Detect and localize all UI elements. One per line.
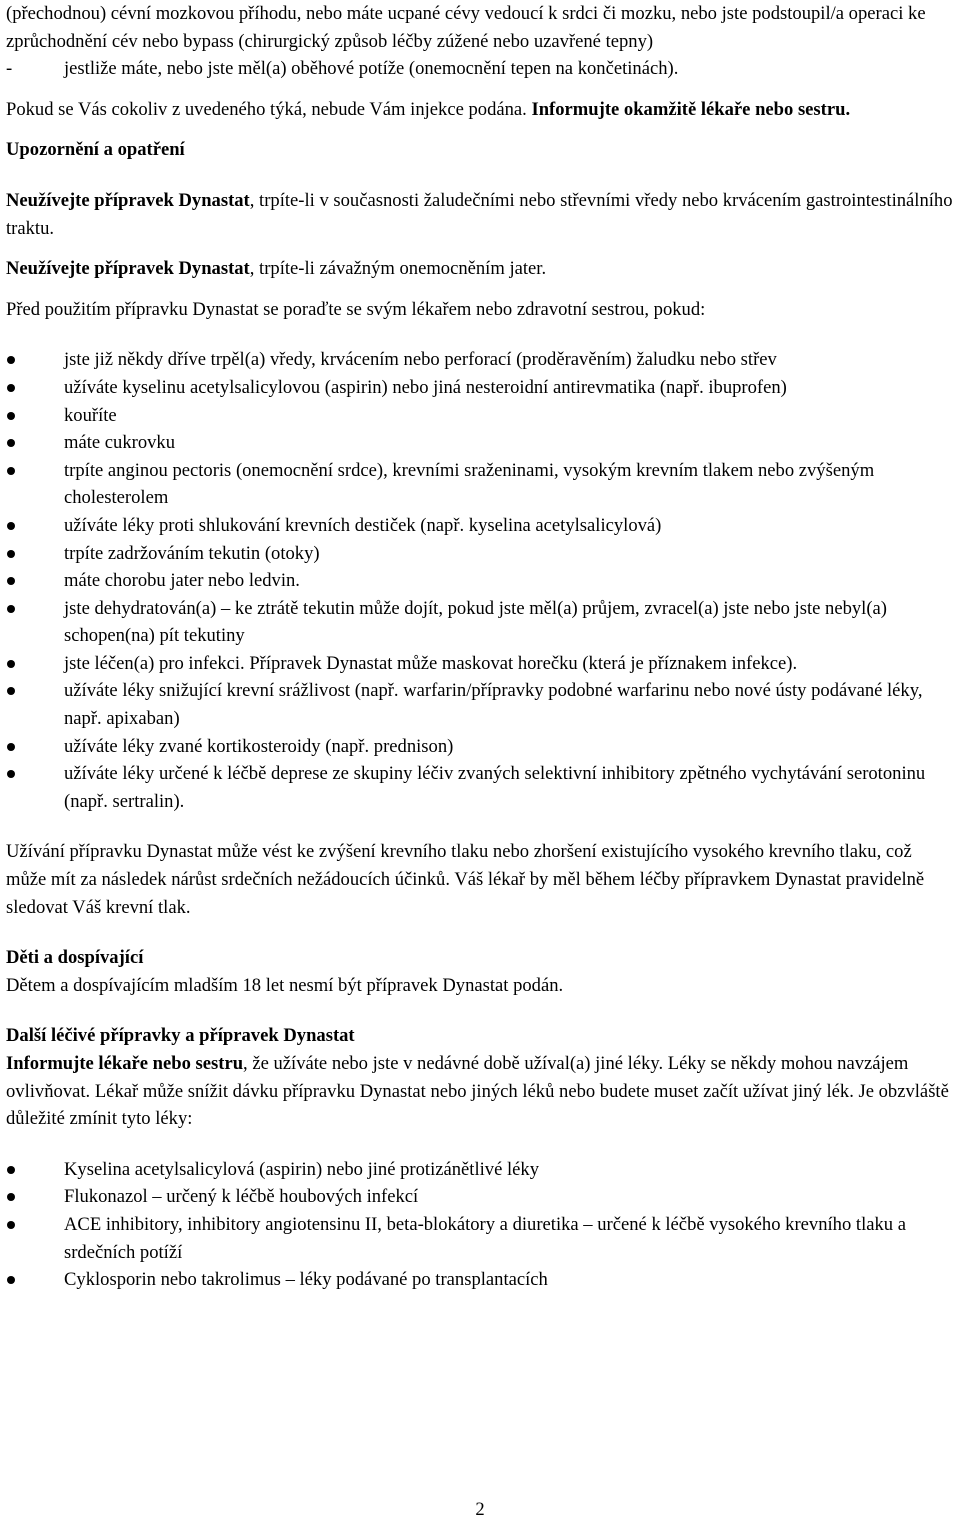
interaction-list <box>6 1156 956 1294</box>
warnings-heading <box>6 136 956 164</box>
list-item: užíváte léky snižující krevní srážlivost (např. warfarin/přípravky podobné warfarinu nebo nové ústy podávané léky, např. apixaban) <box>6 677 956 732</box>
warning-bold-text: Informujte okamžitě lékaře nebo sestru. <box>531 98 851 120</box>
list-item: jste dehydratován(a) ‒ ke ztrátě tekutin může dojít, pokud jste měl(a) průjem, zvracel(a) jste nebo jste nebyl(a) schopen(na) pít tekutiny <box>6 595 956 650</box>
warnings-heading-text: Upozornění a opatření <box>6 139 185 161</box>
list-item: jste již někdy dříve trpěl(a) vředy, krvácením nebo perforací (proděravěním) žaludku nebo střev <box>6 346 956 374</box>
ulcer-bold: Neužívejte přípravek Dynastat <box>6 189 250 211</box>
contraindication-warning <box>6 96 956 124</box>
other-drugs-intro <box>6 1050 956 1133</box>
children-heading <box>6 944 956 972</box>
dash-list-item <box>6 55 956 83</box>
document-page <box>6 0 956 1294</box>
list-item: ACE inhibitory, inhibitory angiotensinu II, beta-blokátory a diuretika ‒ určené k léčbě vysokého krevního tlaku a srdečních potíží <box>6 1211 956 1266</box>
list-item: máte cukrovku <box>6 429 956 457</box>
dash-item-text: jestliže máte, nebo jste měl(a) oběhové potíže (onemocnění tepen na končetinách). <box>64 58 679 80</box>
list-item: máte chorobu jater nebo ledvin. <box>6 567 956 595</box>
dash-mark: - <box>6 58 13 80</box>
list-item: užíváte léky proti shlukování krevních destiček (např. kyselina acetylsalicylová) <box>6 512 956 540</box>
list-item: kouříte <box>6 402 956 430</box>
list-item: užíváte léky určené k léčbě deprese ze skupiny léčiv zvaných selektivní inhibitory zpětného vychytávání serotoninu (např. sertralin). <box>6 760 956 815</box>
blood-pressure-paragraph: Užívání přípravku Dynastat může vést ke zvýšení krevního tlaku nebo zhoršení existujícího vysokého krevního tlaku, což může mít za následek nárůst srdečních nežádoucích účinků. Váš lékař by měl během léčby přípravkem Dynastat pravidelně sledovat Váš krevní tlak. <box>6 841 925 918</box>
page-number: 2 <box>475 1499 485 1520</box>
ulcer-rest: , trpíte-li v současnosti žaludečními nebo střevními vředy nebo krvácením gastrointestinálního traktu. <box>6 189 953 239</box>
list-item: užíváte kyselinu acetylsalicylovou (aspirin) nebo jiná nesteroidní antirevmatika (např. ibuprofen) <box>6 374 956 402</box>
other-drugs-heading <box>6 1022 956 1050</box>
children-text: Dětem a dospívajícím mladším 18 let nesmí být přípravek Dynastat podán. <box>6 974 564 996</box>
precaution-list <box>6 346 956 815</box>
list-item: jste léčen(a) pro infekci. Přípravek Dynastat může maskovat horečku (která je příznakem infekce). <box>6 650 956 678</box>
list-item: Flukonazol ‒ určený k léčbě houbových infekcí <box>6 1183 956 1211</box>
other-drugs-intro-bold: Informujte lékaře nebo sestru <box>6 1053 244 1074</box>
continuation-paragraph: (přechodnou) cévní mozkovou příhodu, nebo máte ucpané cévy vedoucí k srdci či mozku, nebo jste podstoupil/a operaci ke zprůchodnění cév nebo bypass (chirurgický způsob léčby zúžené nebo uzavřené tepny) <box>6 3 926 52</box>
list-item: trpíte anginou pectoris (onemocnění srdce), krevními sraženinami, vysokým krevním tlakem nebo zvýšeným cholesterolem <box>6 457 956 512</box>
warning-plain-text: Pokud se Vás cokoliv z uvedeného týká, nebude Vám injekce podána. <box>6 98 532 120</box>
ulcer-paragraph <box>6 187 956 242</box>
liver-bold: Neužívejte přípravek Dynastat <box>6 258 250 280</box>
other-drugs-intro-rest: , že užíváte nebo jste v nedávné době užíval(a) jiné léky. Léky se někdy mohou navzájem ovlivňovat. Lékař může snížit dávku přípravku Dynastat nebo jiných léků nebo budete muset začít užívat jiný lék. Je obzvláště důležité zmínit tyto léky: <box>6 1053 949 1130</box>
list-item: Cyklosporin nebo takrolimus ‒ léky podávané po transplantacích <box>6 1266 956 1294</box>
children-heading-text: Děti a dospívající <box>6 947 144 969</box>
liver-rest: , trpíte-li závažným onemocněním jater. <box>249 258 547 280</box>
liver-paragraph <box>6 255 956 283</box>
other-drugs-heading-text: Další léčivé přípravky a přípravek Dynastat <box>6 1025 355 1047</box>
list-item: užíváte léky zvané kortikosteroidy (např. prednison) <box>6 733 956 761</box>
consult-intro: Před použitím přípravku Dynastat se poraďte se svým lékařem nebo zdravotní sestrou, pokud: <box>6 298 706 320</box>
list-item: trpíte zadržováním tekutin (otoky) <box>6 540 956 568</box>
list-item: Kyselina acetylsalicylová (aspirin) nebo jiné protizánětlivé léky <box>6 1156 956 1184</box>
